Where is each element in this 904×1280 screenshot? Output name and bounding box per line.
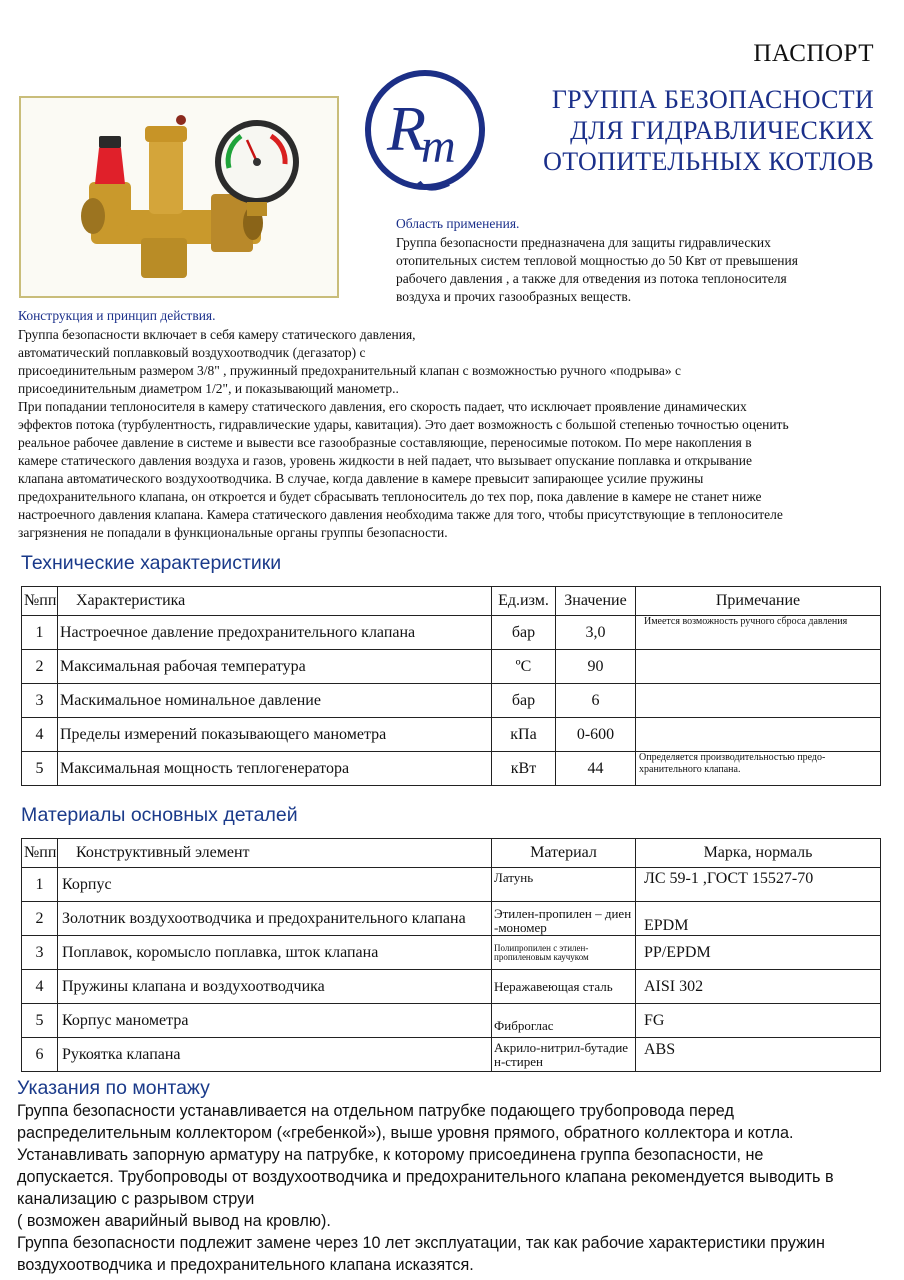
note: Имеется возможность ручного сброса давления bbox=[636, 616, 881, 650]
text-line: воздухоотводчика и предохранительного клапана исказятся. bbox=[17, 1256, 474, 1274]
element-name: Золотник воздухоотводчика и предохранительного клапана bbox=[58, 902, 492, 936]
col-header: Примечание bbox=[636, 587, 881, 616]
grade: ЛС 59-1 ,ГОСТ 15527-70 bbox=[636, 868, 881, 902]
material: Фиброглас bbox=[492, 1004, 636, 1038]
text-line: воздуха и прочих газообразных веществ. bbox=[396, 289, 632, 304]
table-row bbox=[22, 936, 881, 970]
mounting-heading: Указания по монтажу bbox=[17, 1077, 210, 1099]
row-number: 3 bbox=[22, 684, 58, 718]
unit: ºC bbox=[492, 650, 556, 684]
text-line: распределительным коллектором («гребенкой»), выше уровня прямого, обратного коллектора и котла. bbox=[17, 1124, 794, 1142]
title-line: ОТОПИТЕЛЬНЫХ КОТЛОВ bbox=[543, 147, 874, 176]
table-header-row bbox=[22, 839, 881, 868]
tech-heading: Технические характеристики bbox=[21, 552, 282, 574]
grade: EPDM bbox=[636, 902, 881, 936]
grade: FG bbox=[636, 1004, 881, 1038]
note bbox=[636, 650, 881, 684]
text-line: канализацию с разрывом струи bbox=[17, 1190, 255, 1208]
material: Полипропилен с этилен-пропиленовым каучуком bbox=[492, 936, 636, 970]
row-number: 4 bbox=[22, 970, 58, 1004]
row-number: 3 bbox=[22, 936, 58, 970]
text-line: клапана автоматического воздухоотводчика. В случае, когда давление в камере превысит запирающее усилие пружины bbox=[18, 471, 704, 486]
note: Определяется производительностью предо-хранительного клапана. bbox=[636, 752, 881, 786]
text-line: присоединительным размером 3/8" , пружинный предохранительный клапан с возможностью ручного «подрыва» с bbox=[18, 363, 681, 378]
construction-text bbox=[18, 326, 888, 542]
tech-table bbox=[21, 586, 881, 786]
air-vent-body bbox=[149, 138, 183, 214]
safety-group-illustration bbox=[21, 98, 337, 296]
row-number: 1 bbox=[22, 868, 58, 902]
element-name: Корпус манометра bbox=[58, 1004, 492, 1038]
table-row bbox=[22, 868, 881, 902]
table-row bbox=[22, 1038, 881, 1072]
text-line: допускается. Трубопроводы от воздухоотводчика и предохранительного клапана рекомендуется выводить в bbox=[17, 1168, 834, 1186]
table-row bbox=[22, 718, 881, 752]
table-row bbox=[22, 970, 881, 1004]
characteristic-name: Максимальная рабочая температура bbox=[58, 650, 492, 684]
characteristic-name: Маскимальное номинальное давление bbox=[58, 684, 492, 718]
unit: кПа bbox=[492, 718, 556, 752]
mounting-text bbox=[17, 1100, 889, 1276]
product-photo bbox=[19, 96, 339, 298]
table-header-row bbox=[22, 587, 881, 616]
material: Этилен-пропилен – диен -мономер bbox=[492, 902, 636, 936]
element-name: Поплавок, коромысло поплавка, шток клапана bbox=[58, 936, 492, 970]
grade: AISI 302 bbox=[636, 970, 881, 1004]
row-number: 4 bbox=[22, 718, 58, 752]
text-line: эффектов потока (турбулентность, гидравлические удары, кавитация). Это дает возможность с большой степенью точностью оценить bbox=[18, 417, 789, 432]
col-header: Марка, нормаль bbox=[636, 839, 881, 868]
col-header: №пп bbox=[22, 587, 58, 616]
passport-label: ПАСПОРТ bbox=[753, 40, 874, 67]
unit: бар bbox=[492, 616, 556, 650]
col-header: №пп bbox=[22, 839, 58, 868]
material: Латунь bbox=[492, 868, 636, 902]
characteristic-name: Пределы измерений показывающего манометра bbox=[58, 718, 492, 752]
table-row bbox=[22, 650, 881, 684]
text-line: предохранительного клапана, он откроется и будет сбрасывать теплоноситель до тех пор, пока давление в камере не станет ниже bbox=[18, 489, 762, 504]
table-row bbox=[22, 1004, 881, 1038]
value: 90 bbox=[556, 650, 636, 684]
gauge-hub bbox=[253, 158, 261, 166]
application-text bbox=[396, 234, 866, 306]
value: 6 bbox=[556, 684, 636, 718]
unit: бар bbox=[492, 684, 556, 718]
svg-text:R: R bbox=[387, 93, 427, 164]
application-title: Область применения. bbox=[396, 216, 520, 231]
row-number: 5 bbox=[22, 752, 58, 786]
bottom-inlet bbox=[141, 238, 187, 278]
text-line: Устанавливать запорную арматуру на патрубке, к которому присоединена группа безопасности, не bbox=[17, 1146, 764, 1164]
materials-table bbox=[21, 838, 881, 1072]
materials-heading: Материалы основных деталей bbox=[21, 804, 298, 826]
col-header: Значение bbox=[556, 587, 636, 616]
material: Неражавеющая сталь bbox=[492, 970, 636, 1004]
table-row bbox=[22, 616, 881, 650]
gauge-connector bbox=[247, 202, 267, 216]
characteristic-name: Настроечное давление предохранительного клапана bbox=[58, 616, 492, 650]
note bbox=[636, 718, 881, 752]
air-vent-cap bbox=[145, 126, 187, 142]
element-name: Пружины клапана и воздухоотводчика bbox=[58, 970, 492, 1004]
characteristic-name: Максимальная мощность теплогенератора bbox=[58, 752, 492, 786]
table-row bbox=[22, 752, 881, 786]
text-line: рабочего давления , а также для отведения из потока теплоносителя bbox=[396, 271, 787, 286]
text-line: отопительных систем тепловой мощностью до 50 Квт от превышения bbox=[396, 253, 798, 268]
grade: PP/EPDM bbox=[636, 936, 881, 970]
construction-title: Конструкция и принцип действия. bbox=[18, 308, 216, 323]
text-line: При попадании теплоносителя в камеру статического давления, его скорость падает, что исключает проявление динамических bbox=[18, 399, 747, 414]
col-header: Характеристика bbox=[58, 587, 492, 616]
table-row bbox=[22, 902, 881, 936]
vent-plug bbox=[176, 115, 186, 125]
text-line: Группа безопасности подлежит замене через 10 лет эксплуатации, так как рабочие характеристики пружин bbox=[17, 1234, 825, 1252]
value: 0-600 bbox=[556, 718, 636, 752]
svg-text:m: m bbox=[421, 120, 456, 173]
text-line: Группа безопасности предназначена для защиты гидравлических bbox=[396, 235, 771, 250]
col-header: Конструктивный элемент bbox=[58, 839, 492, 868]
valve-handle bbox=[99, 136, 121, 148]
valve-outlet bbox=[81, 198, 105, 234]
title-line: ГРУППА БЕЗОПАСНОСТИ bbox=[551, 85, 874, 114]
material: Акрило-нитрил-бутадиен-стирен bbox=[492, 1038, 636, 1072]
row-number: 5 bbox=[22, 1004, 58, 1038]
row-number: 1 bbox=[22, 616, 58, 650]
title-line: ДЛЯ ГИДРАВЛИЧЕСКИХ bbox=[570, 116, 874, 145]
text-line: ( возможен аварийный вывод на кровлю). bbox=[17, 1212, 331, 1230]
text-line: присоединительным диаметром 1/2", и показывающий манометр.. bbox=[18, 381, 399, 396]
unit: кВт bbox=[492, 752, 556, 786]
text-line: автоматический поплавковый воздухоотводчик (дегазатор) с bbox=[18, 345, 366, 360]
row-number: 2 bbox=[22, 902, 58, 936]
row-number: 2 bbox=[22, 650, 58, 684]
col-header: Ед.изм. bbox=[492, 587, 556, 616]
col-header: Материал bbox=[492, 839, 636, 868]
page-title bbox=[454, 84, 874, 177]
value: 44 bbox=[556, 752, 636, 786]
element-name: Рукоятка клапана bbox=[58, 1038, 492, 1072]
element-name: Корпус bbox=[58, 868, 492, 902]
text-line: камере статического давления воздуха и газов, уровень жидкости в ней падает, что вызывает опускание поплавка и открывание bbox=[18, 453, 752, 468]
text-line: настроечного давления клапана. Камера статического давления необходима также для того, чтобы присутствующие в теплоносителе bbox=[18, 507, 783, 522]
note bbox=[636, 684, 881, 718]
table-row bbox=[22, 684, 881, 718]
row-number: 6 bbox=[22, 1038, 58, 1072]
text-line: Группа безопасности устанавливается на отдельном патрубке подающего трубопровода перед bbox=[17, 1102, 734, 1120]
text-line: Группа безопасности включает в себя камеру статического давления, bbox=[18, 327, 416, 342]
text-line: загрязнения не попадали в функциональные органы группы безопасности. bbox=[18, 525, 448, 540]
text-line: реальное рабочее давление в системе и вывести все газообразные составляющие, переносимые потоком. По мере накопления в bbox=[18, 435, 752, 450]
value: 3,0 bbox=[556, 616, 636, 650]
grade: ABS bbox=[636, 1038, 881, 1072]
